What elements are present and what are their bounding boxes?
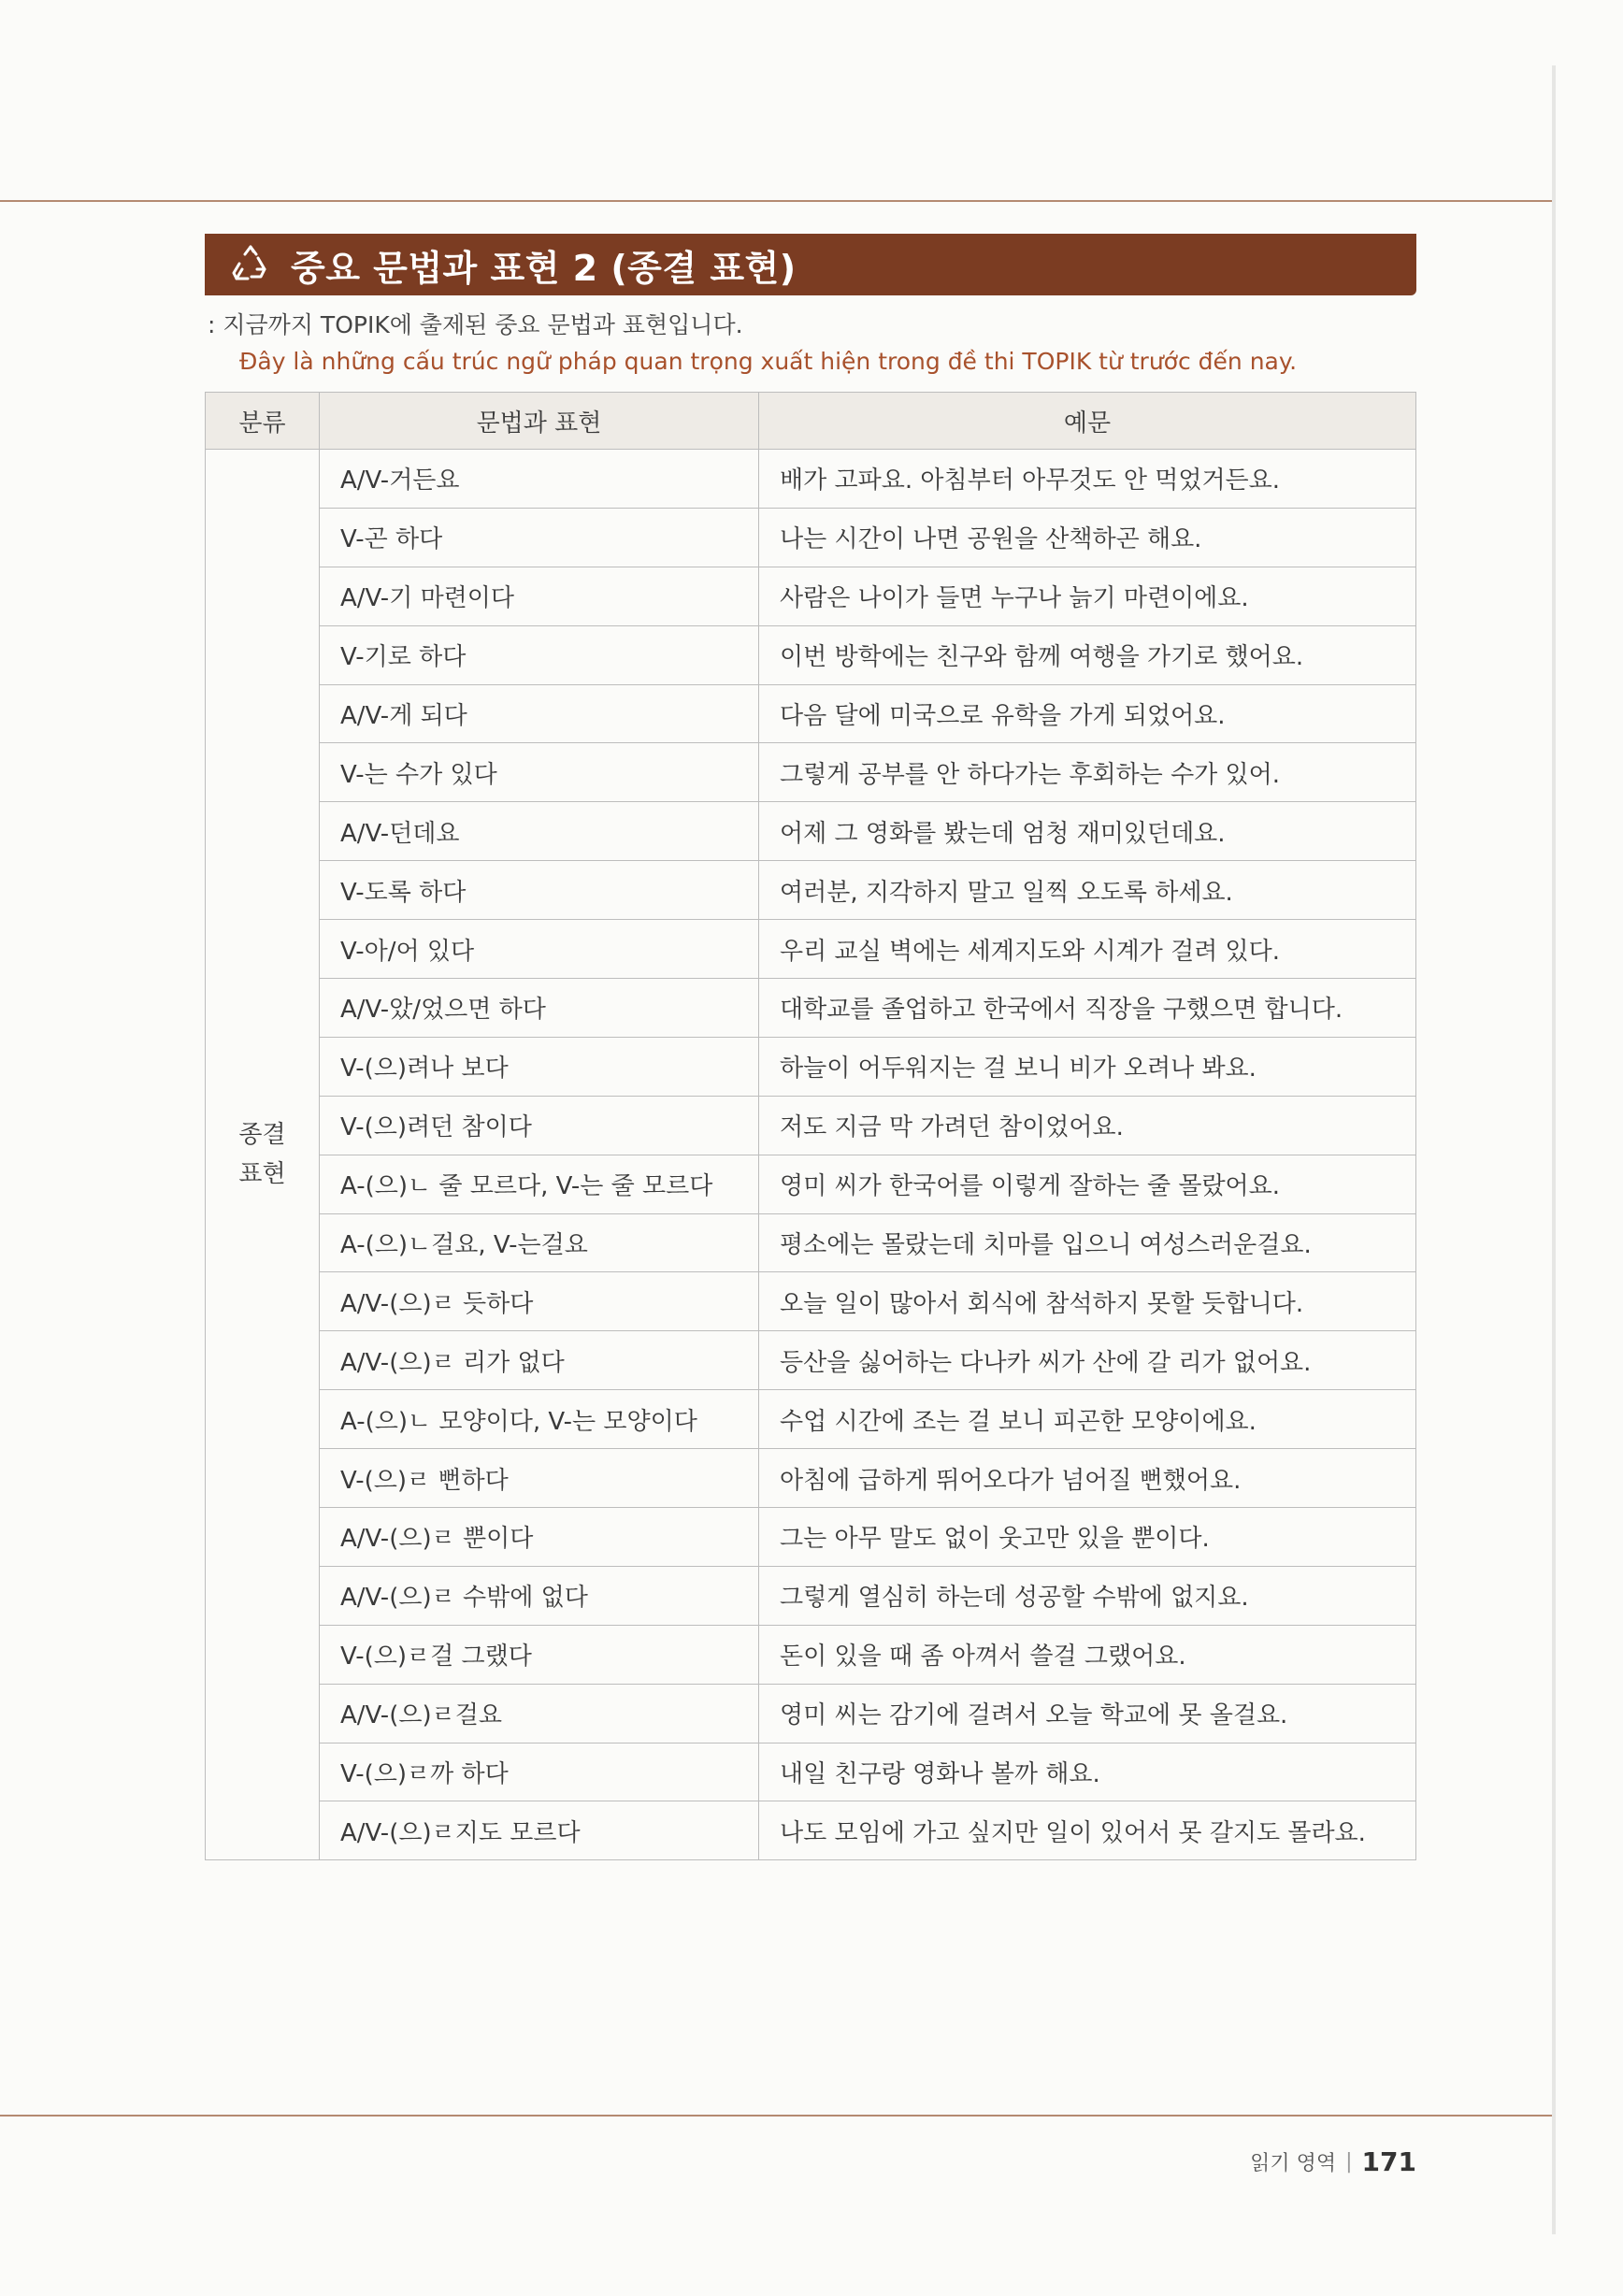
table-row: [206, 861, 1416, 920]
example-cell: 등산을 싫어하는 다나카 씨가 산에 갈 리가 없어요.: [759, 1331, 1416, 1390]
expression-cell: V-기로 하다: [320, 625, 759, 684]
example-cell: 그렇게 공부를 안 하다가는 후회하는 수가 있어.: [759, 743, 1416, 802]
bottom-divider: [0, 2115, 1552, 2117]
example-cell: 영미 씨가 한국어를 이렇게 잘하는 줄 몰랐어요.: [759, 1155, 1416, 1213]
footer-separator: |: [1345, 2150, 1353, 2174]
header-category: 분류: [206, 393, 320, 450]
example-cell: 오늘 일이 많아서 회식에 참석하지 못할 듯합니다.: [759, 1272, 1416, 1331]
expression-cell: A/V-(으)ㄹ 수밖에 없다: [320, 1566, 759, 1625]
expression-cell: V-곤 하다: [320, 508, 759, 567]
category-label-line1: 종결: [238, 1121, 286, 1150]
example-cell: 영미 씨는 감기에 걸려서 오늘 학교에 못 올걸요.: [759, 1684, 1416, 1743]
example-cell: 아침에 급하게 뛰어오다가 넘어질 뻔했어요.: [759, 1449, 1416, 1508]
expression-cell: V-(으)ㄹ까 하다: [320, 1743, 759, 1801]
header-expression: 문법과 표현: [320, 393, 759, 450]
expression-cell: V-(으)ㄹ걸 그랬다: [320, 1625, 759, 1684]
table-row: [206, 625, 1416, 684]
subtitle-vietnamese: Đây là những cấu trúc ngữ pháp quan trọng xuất hiện trong đề thi TOPIK từ trước đến nay.: [239, 348, 1298, 375]
grammar-table: [205, 392, 1416, 1860]
table-row: [206, 1684, 1416, 1743]
expression-cell: V-도록 하다: [320, 861, 759, 920]
page-edge: [1552, 65, 1556, 2234]
category-cell: [206, 450, 320, 1860]
example-cell: 하늘이 어두워지는 걸 보니 비가 오려나 봐요.: [759, 1037, 1416, 1096]
table-row: [206, 920, 1416, 979]
page-number: 171: [1361, 2146, 1416, 2177]
section-title: 중요 문법과 표현 2 (종결 표현): [291, 247, 797, 289]
expression-cell: A/V-(으)ㄹ걸요: [320, 1684, 759, 1743]
example-cell: 대학교를 졸업하고 한국에서 직장을 구했으면 합니다.: [759, 979, 1416, 1038]
table-row: [206, 1508, 1416, 1567]
example-cell: 나도 모임에 가고 싶지만 일이 있어서 못 갈지도 몰라요.: [759, 1801, 1416, 1860]
recycle-icon: [223, 237, 278, 292]
example-cell: 저도 지금 막 가려던 참이었어요.: [759, 1096, 1416, 1155]
expression-cell: V-아/어 있다: [320, 920, 759, 979]
table-row: [206, 1801, 1416, 1860]
example-cell: 그는 아무 말도 없이 웃고만 있을 뿐이다.: [759, 1508, 1416, 1567]
expression-cell: A/V-거든요: [320, 450, 759, 509]
table-row: [206, 802, 1416, 861]
table-row: [206, 1566, 1416, 1625]
table-row: [206, 979, 1416, 1038]
example-cell: 그렇게 열심히 하는데 성공할 수밖에 없지요.: [759, 1566, 1416, 1625]
expression-cell: A/V-(으)ㄹ지도 모르다: [320, 1801, 759, 1860]
expression-cell: A-(으)ㄴ 모양이다, V-는 모양이다: [320, 1390, 759, 1449]
table-row: [206, 1213, 1416, 1272]
example-cell: 어제 그 영화를 봤는데 엄청 재미있던데요.: [759, 802, 1416, 861]
expression-cell: V-는 수가 있다: [320, 743, 759, 802]
table-row: [206, 1743, 1416, 1801]
table-row: [206, 508, 1416, 567]
expression-cell: A/V-(으)ㄹ 뿐이다: [320, 1508, 759, 1567]
expression-cell: A-(으)ㄴ 줄 모르다, V-는 줄 모르다: [320, 1155, 759, 1213]
category-label-line2: 표현: [238, 1160, 286, 1189]
page-footer: [1250, 2146, 1416, 2177]
header-example: 예문: [759, 393, 1416, 450]
table-row: [206, 684, 1416, 743]
table-row: [206, 1390, 1416, 1449]
table-row: [206, 1272, 1416, 1331]
footer-section: 읽기 영역: [1250, 2152, 1337, 2175]
expression-cell: V-(으)ㄹ 뻔하다: [320, 1449, 759, 1508]
table-row: [206, 1449, 1416, 1508]
example-cell: 다음 달에 미국으로 유학을 가게 되었어요.: [759, 684, 1416, 743]
table-row: [206, 743, 1416, 802]
example-cell: 돈이 있을 때 좀 아껴서 쓸걸 그랬어요.: [759, 1625, 1416, 1684]
table-row: [206, 1625, 1416, 1684]
subtitle-korean: : 지금까지 TOPIK에 출제된 중요 문법과 표현입니다.: [208, 311, 743, 338]
expression-cell: V-(으)려나 보다: [320, 1037, 759, 1096]
example-cell: 평소에는 몰랐는데 치마를 입으니 여성스러운걸요.: [759, 1213, 1416, 1272]
expression-cell: A/V-(으)ㄹ 리가 없다: [320, 1331, 759, 1390]
expression-cell: A/V-게 되다: [320, 684, 759, 743]
expression-cell: A/V-(으)ㄹ 듯하다: [320, 1272, 759, 1331]
example-cell: 수업 시간에 조는 걸 보니 피곤한 모양이에요.: [759, 1390, 1416, 1449]
expression-cell: A/V-던데요: [320, 802, 759, 861]
expression-cell: A/V-았/었으면 하다: [320, 979, 759, 1038]
table-row: [206, 1037, 1416, 1096]
example-cell: 사람은 나이가 들면 누구나 늙기 마련이에요.: [759, 567, 1416, 625]
table-header-row: [206, 393, 1416, 450]
top-divider: [0, 200, 1552, 202]
example-cell: 여러분, 지각하지 말고 일찍 오도록 하세요.: [759, 861, 1416, 920]
example-cell: 우리 교실 벽에는 세계지도와 시계가 걸려 있다.: [759, 920, 1416, 979]
expression-cell: A-(으)ㄴ걸요, V-는걸요: [320, 1213, 759, 1272]
table-row: [206, 450, 1416, 509]
expression-cell: A/V-기 마련이다: [320, 567, 759, 625]
example-cell: 이번 방학에는 친구와 함께 여행을 가기로 했어요.: [759, 625, 1416, 684]
expression-cell: V-(으)려던 참이다: [320, 1096, 759, 1155]
example-cell: 나는 시간이 나면 공원을 산책하곤 해요.: [759, 508, 1416, 567]
table-row: [206, 567, 1416, 625]
table-row: [206, 1096, 1416, 1155]
example-cell: 내일 친구랑 영화나 볼까 해요.: [759, 1743, 1416, 1801]
table-row: [206, 1331, 1416, 1390]
table-row: [206, 1155, 1416, 1213]
section-banner: [205, 234, 1416, 295]
example-cell: 배가 고파요. 아침부터 아무것도 안 먹었거든요.: [759, 450, 1416, 509]
